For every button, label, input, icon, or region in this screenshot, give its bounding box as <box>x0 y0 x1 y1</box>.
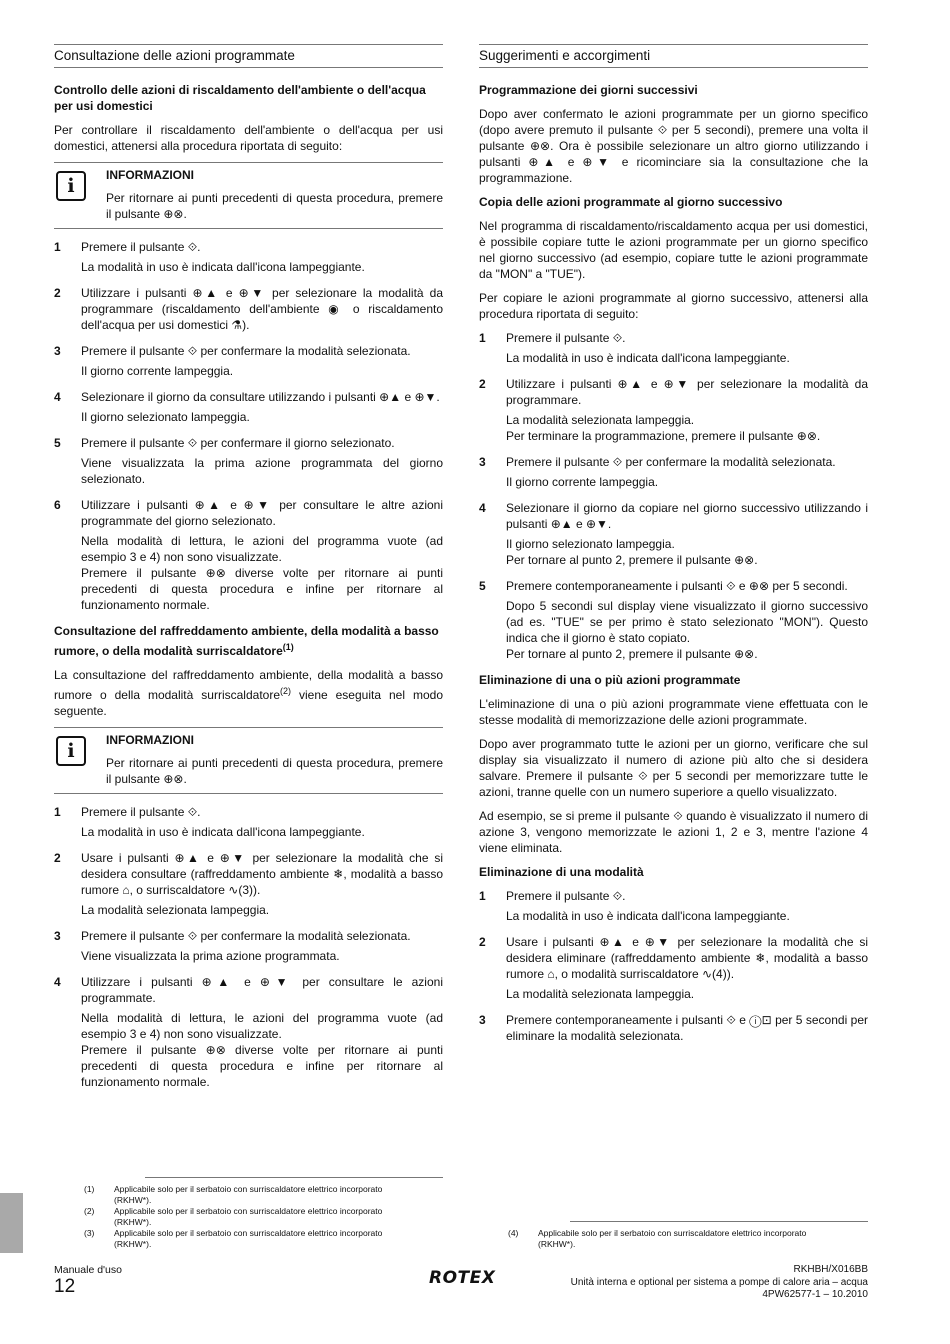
step-item <box>54 389 443 425</box>
step-list <box>54 804 443 1090</box>
paragraph: Ad esempio, se si preme il pulsante ⟐ quando è visualizzato il numero di azione 3, vengono memorizzate le azioni 1, 2 e 3, mentre l'azione 4 viene eliminata. <box>479 809 868 855</box>
step-item <box>479 934 868 1002</box>
footnote-text: Applicabile solo per il serbatoio con surriscaldatore elettrico incorporato (RKHW*). <box>114 1206 383 1227</box>
footnotes-right <box>508 1228 808 1250</box>
manual-label: Manuale d'uso <box>54 1264 122 1276</box>
step-text: Il giorno selezionato lampeggia. Per tornare al punto 2, premere il pulsante ⊕⊗. <box>506 537 758 567</box>
footnote-number: (3) <box>84 1228 95 1238</box>
step-number: 2 <box>54 286 61 300</box>
step-item <box>54 804 443 840</box>
step-text: Nella modalità di lettura, le azioni del programma vuote (ad esempio 3 e 4) non sono visualizzate. Premere il pulsante ⊕⊗ diverse volte per ritornare ai punti precedenti di questa procedura e infine per ritornare al funzionamento normale. <box>81 1011 443 1089</box>
step-text: Premere contemporaneamente i pulsanti ⟐ e ⓘ⊡ per 5 secondi per eliminare la modalità selezionata. <box>506 1013 868 1043</box>
footnote <box>508 1228 808 1249</box>
step-text: Premere il pulsante ⟐. <box>81 240 201 254</box>
step-item <box>54 343 443 379</box>
info-text: Per ritornare ai punti precedenti di questa procedura, premere il pulsante ⊕⊗. <box>106 756 443 786</box>
step-text: Premere il pulsante ⟐ per confermare la modalità selezionata. <box>81 344 411 358</box>
step-text: Dopo 5 secondi sul display viene visualizzato il giorno successivo (ad es. "TUE" se per primo è stato selezionato "MON"). Questo indica che il giorno è stato copiato. Per tornare al punto 2, premere il pulsante ⊕⊗. <box>506 599 868 661</box>
step-text: Nella modalità di lettura, le azioni del programma vuote (ad esempio 3 e 4) non sono visualizzate. Premere il pulsante ⊕⊗ diverse volte per ritornare ai punti precedenti di questa procedura e infine per ritornare al funzionamento normale. <box>81 534 443 612</box>
step-item <box>479 376 868 444</box>
product-description: Unità interna e optional per sistema a pompe di calore aria – acqua <box>570 1276 868 1288</box>
step-item <box>479 578 868 662</box>
footnote-rule <box>570 1221 868 1222</box>
info-title: INFORMAZIONI <box>106 168 194 182</box>
step-text: Utilizzare i pulsanti ⊕▲ e ⊕▼ per selezionare la modalità da programmare (riscaldamento dell'ambiente ◉ o riscaldamento dell'acqua per usi domestici ⚗). <box>81 286 443 332</box>
footer-left <box>54 1264 122 1298</box>
heading: Consultazione del raffreddamento ambiente, della modalità a basso rumore, o della modalità surriscaldatore$^{(1)}$ <box>54 624 439 658</box>
footnote <box>84 1228 384 1249</box>
step-text: La modalità selezionata lampeggia. <box>81 903 270 917</box>
info-text: Per ritornare ai punti precedenti di questa procedura, premere il pulsante ⊕⊗. <box>106 191 443 221</box>
step-item <box>54 435 443 487</box>
step-number: 4 <box>54 975 61 989</box>
step-item <box>479 888 868 924</box>
section-title: Suggerimenti e accorgimenti <box>479 44 868 68</box>
right-column <box>479 44 868 1054</box>
step-number: 3 <box>54 344 61 358</box>
footnote <box>84 1206 384 1227</box>
model-code: RKHBH/X016BB <box>793 1264 868 1275</box>
paragraph: Nel programma di riscaldamento/riscaldamento acqua per usi domestici, è possibile copiare tutte le azioni programmate per un giorno specifico nel giorno successivo (ad esempio, copiare tutte le azioni programmate da "MON" a "TUE"). <box>479 219 868 281</box>
footnote-number: (1) <box>84 1184 95 1194</box>
step-item <box>54 497 443 613</box>
step-text: Premere il pulsante ⟐ per confermare la modalità selezionata. <box>81 929 411 943</box>
footnote <box>84 1184 384 1205</box>
step-text: Premere contemporaneamente i pulsanti ⟐ e ⊕⊗ per 5 secondi. <box>506 579 848 593</box>
document-code: 4PW62577-1 – 10.2010 <box>762 1289 868 1300</box>
step-text: La modalità selezionata lampeggia. Per terminare la programmazione, premere il pulsante ⊕⊗. <box>506 413 821 443</box>
paragraph: Per copiare le azioni programmate al giorno successivo, attenersi alla procedura riportata di seguito: <box>479 291 868 321</box>
chapter-tab <box>0 1193 23 1253</box>
step-number: 6 <box>54 498 61 512</box>
left-column <box>54 44 443 1100</box>
step-number: 2 <box>54 851 61 865</box>
step-text: Utilizzare i pulsanti ⊕▲ e ⊕▼ per consultare le altre azioni programmate del giorno selezionato. <box>81 498 443 528</box>
step-number: 1 <box>54 240 61 254</box>
step-text: Viene visualizzata la prima azione programmata. <box>81 949 340 963</box>
step-text: Selezionare il giorno da consultare utilizzando i pulsanti ⊕▲ e ⊕▼. <box>81 390 440 404</box>
footnote-text: Applicabile solo per il serbatoio con surriscaldatore elettrico incorporato (RKHW*). <box>114 1184 383 1205</box>
rotex-logo: ROTEX <box>429 1268 496 1288</box>
step-text: Premere il pulsante ⟐ per confermare il giorno selezionato. <box>81 436 395 450</box>
info-icon: i <box>56 736 86 766</box>
step-text: Il giorno corrente lampeggia. <box>81 364 234 378</box>
page-number: 12 <box>54 1276 76 1297</box>
step-text: Utilizzare i pulsanti ⊕▲ e ⊕▼ per consultare le azioni programmate. <box>81 975 443 1005</box>
step-item <box>54 285 443 333</box>
paragraph: L'eliminazione di una o più azioni programmate viene effettuata con le stesse modalità di memorizzazione delle azioni programmate. <box>479 697 868 727</box>
step-item <box>479 454 868 490</box>
info-box <box>54 162 443 229</box>
step-list <box>479 330 868 662</box>
footer-right <box>571 1264 868 1302</box>
step-text: La modalità in uso è indicata dall'icona lampeggiante. <box>81 260 365 274</box>
heading: Copia delle azioni programmate al giorno successivo <box>479 195 783 209</box>
step-number: 1 <box>479 331 486 345</box>
step-item <box>54 850 443 918</box>
step-text: Usare i pulsanti ⊕▲ e ⊕▼ per selezionare la modalità che si desidera consultare (raffreddamento ambiente ❄, modalità a basso rumore ⌂, o surriscaldatore ∿(3)). <box>81 851 443 897</box>
paragraph: La consultazione del raffreddamento ambiente, della modalità a basso rumore o della modalità surriscaldatore$^{(2)}$ viene eseguita nel modo seguente. <box>54 668 443 718</box>
step-number: 3 <box>479 455 486 469</box>
step-text: Utilizzare i pulsanti ⊕▲ e ⊕▼ per selezionare la modalità da programmare. <box>506 377 868 407</box>
step-text: Premere il pulsante ⟐ per confermare la modalità selezionata. <box>506 455 836 469</box>
step-text: Selezionare il giorno da copiare nel giorno successivo utilizzando i pulsanti ⊕▲ e ⊕▼. <box>506 501 868 531</box>
step-item <box>479 500 868 568</box>
step-number: 1 <box>479 889 486 903</box>
step-item <box>479 1012 868 1044</box>
step-text: Premere il pulsante ⟐. <box>81 805 201 819</box>
step-item <box>479 330 868 366</box>
footnote-number: (4) <box>508 1228 519 1238</box>
info-icon: i <box>56 171 86 201</box>
step-number: 3 <box>54 929 61 943</box>
step-text: La modalità selezionata lampeggia. <box>506 987 695 1001</box>
step-text: Usare i pulsanti ⊕▲ e ⊕▼ per selezionare la modalità che si desidera eliminare (raffreddamento ambiente ❄, modalità a basso rumore ⌂, o modalità surriscaldatore ∿(4)). <box>506 935 868 981</box>
step-number: 2 <box>479 935 486 949</box>
step-item <box>54 928 443 964</box>
step-item <box>54 974 443 1090</box>
step-number: 4 <box>479 501 486 515</box>
paragraph: Dopo aver confermato le azioni programmate per un giorno specifico (dopo avere premuto il pulsante ⟐ per 5 secondi), premere una volta il pulsante ⊕⊗. Ora è possibile selezionare un altro giorno utilizzando i pulsanti ⊕▲ e ⊕▼ e ricominciare sia la consultazione che la programmazione. <box>479 107 868 185</box>
footnote-number: (2) <box>84 1206 95 1216</box>
paragraph: Per controllare il riscaldamento dell'ambiente o dell'acqua per usi domestici, attenersi alla procedura riportata di seguito: <box>54 123 443 153</box>
step-text: La modalità in uso è indicata dall'icona lampeggiante. <box>506 909 790 923</box>
step-list <box>479 888 868 1044</box>
step-text: Viene visualizzata la prima azione programmata del giorno selezionato. <box>81 456 443 486</box>
step-item <box>54 239 443 275</box>
step-number: 3 <box>479 1013 486 1027</box>
step-text: La modalità in uso è indicata dall'icona lampeggiante. <box>506 351 790 365</box>
heading: Eliminazione di una o più azioni programmate <box>479 673 741 687</box>
step-number: 4 <box>54 390 61 404</box>
step-number: 5 <box>479 579 486 593</box>
step-number: 5 <box>54 436 61 450</box>
section-title: Consultazione delle azioni programmate <box>54 44 443 68</box>
step-text: Premere il pulsante ⟐. <box>506 889 626 903</box>
footnote-text: Applicabile solo per il serbatoio con surriscaldatore elettrico incorporato (RKHW*). <box>114 1228 383 1249</box>
step-text: Premere il pulsante ⟐. <box>506 331 626 345</box>
step-number: 2 <box>479 377 486 391</box>
step-text: La modalità in uso è indicata dall'icona lampeggiante. <box>81 825 365 839</box>
footnotes-left <box>84 1184 384 1250</box>
step-text: Il giorno selezionato lampeggia. <box>81 410 250 424</box>
step-number: 1 <box>54 805 61 819</box>
paragraph: Dopo aver programmato tutte le azioni per un giorno, verificare che sul display sia visualizzato il numero di azione più alto che si desidera salvare. Premere il pulsante ⟐ per 5 secondi per memorizzare tutte le azioni, tranne quelle con un numero superiore a quello visualizzato. <box>479 737 868 799</box>
heading: Controllo delle azioni di riscaldamento dell'ambiente o dell'acqua per usi domestici <box>54 83 426 113</box>
info-title: INFORMAZIONI <box>106 733 194 747</box>
info-box <box>54 727 443 794</box>
heading: Eliminazione di una modalità <box>479 865 644 879</box>
heading: Programmazione dei giorni successivi <box>479 83 698 97</box>
step-text: Il giorno corrente lampeggia. <box>506 475 659 489</box>
footnote-text: Applicabile solo per il serbatoio con surriscaldatore elettrico incorporato (RKHW*). <box>538 1228 807 1249</box>
step-list <box>54 239 443 613</box>
footnote-rule <box>145 1177 443 1178</box>
